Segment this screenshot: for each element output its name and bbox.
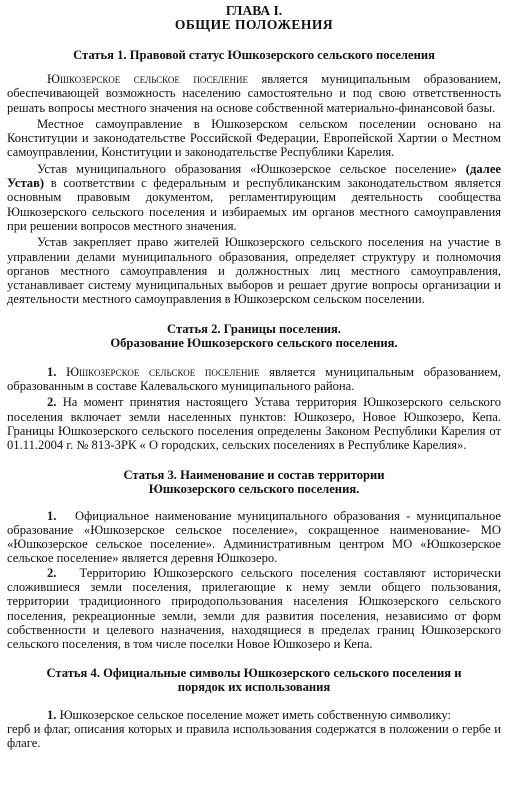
article-1-p1-lead: Юшкозерское сельское поселение [47, 72, 249, 86]
article-3-heading-line-2: Юшкозерского сельского поселения. [148, 481, 360, 496]
article-1-p3-bold: (далее Устав) [7, 161, 501, 191]
chapter-number: ГЛАВА I. [225, 3, 283, 18]
article-1-paragraph-2: Местное самоуправление в Юшкозерском сельском поселении основано на Конституции и законодательстве Российской Федерации, Европейской Хартии о Местном самоуправлении, Конституции и законодательстве Республики Карелия. [7, 116, 501, 160]
article-1-body [7, 72, 501, 307]
article-1-paragraph-1 [7, 72, 501, 115]
article-1-paragraph-3 [7, 162, 501, 233]
article-3-heading-line-1: Статья 3. Наименование и состав территории [123, 467, 385, 482]
article-2-p1-text: является муниципальным образованием, образованным в составе Калевальского муниципального района. [7, 364, 502, 394]
article-1-paragraph-4: Устав закрепляет право жителей Юшкозерского сельского поселения на участие в управлении делами муниципального образования, определяет структуру и полномочия органов местного самоуправления и должностных лиц местного самоуправления, устанавливает систему муниципальных выборов и решает другие вопросы организации и деятельности местного самоуправления в Юшкозерском сельском поселении. [7, 235, 501, 307]
article-1-p3-text-b: в соответствии с федеральным и республиканским законодательством является основным правовым документом, регламентирующим деятельность сообщества Юшкозерского сельского поселения и избираемых им органов местного самоуправления при решении вопросов местного значения. [7, 176, 501, 233]
article-3-body [7, 509, 501, 652]
article-3-paragraph-1 [7, 509, 501, 566]
article-4-p1-number: 1. [47, 707, 57, 722]
chapter-heading [7, 4, 501, 32]
article-4-heading-line-2: порядок их использования [177, 679, 331, 694]
article-4-heading-line-1: Статья 4. Официальные символы Юшкозерского сельского поселения и [46, 665, 462, 680]
article-4-paragraph-1 [7, 708, 501, 722]
article-1-heading: Статья 1. Правовой статус Юшкозерского сельского поселения [73, 48, 435, 62]
article-4-heading [7, 666, 501, 694]
article-3-paragraph-2 [7, 566, 501, 652]
article-4-body [7, 708, 501, 751]
article-2-p2-number: 2. [47, 395, 57, 410]
article-2-heading [7, 322, 501, 350]
article-2-p1-lead: Юшкозерское сельское поселение [66, 364, 260, 379]
article-2-body [7, 365, 501, 453]
article-3-p2-number: 2. [47, 565, 57, 580]
article-1-p3-text-a: Устав муниципального образования «Юшкозерское сельское поселение» [37, 161, 466, 176]
article-2-paragraph-2 [7, 395, 501, 452]
article-3-p1-text: Официальное наименование муниципального образования - муниципальное образование «Юшкозерское сельское поселение», сокращенное наименование- МО «Юшкозерское сельское поселение». Административным центром МО «Юшкозерское сельское поселение» является деревня Юшкозеро. [7, 508, 501, 566]
article-2-paragraph-1 [7, 365, 501, 394]
article-2-p1-number: 1. [47, 364, 57, 379]
article-1-p1-text: является муниципальным образованием, обеспечивающей возможность населению самостоятельно и под свою ответственность решать вопросы местного значения на основе собственной материально-финансовой базы. [7, 72, 502, 115]
article-2-p2-text: На момент принятия настоящего Устава территория Юшкозерского сельского поселения включает земли населенных пунктов: Юшкозеро, Новое Юшкозеро, Кепа. Границы Юшкозерского сельского поселения определены Законом Республики Карелия от 01.11.2004 г. № 813-ЗРК « О городских, сельских поселениях в Республике Карелия». [7, 395, 501, 453]
article-3-heading [7, 468, 501, 496]
article-3-p2-text: Территорию Юшкозерского сельского поселения составляют исторически сложившиеся земли поселения, прилегающие к нему земли общего пользования, территории традиционного природопользования населения Юшкозерского сельского поселения, рекреационные земли, земли для развития поселения, независимо от форм собственности и целевого назначения, находящиеся в пределах границ Юшкозерского сельского поселения, в том числе поселки Новое Юшкозеро и Кепа. [7, 565, 501, 652]
article-2-heading-line-2: Образование Юшкозерского сельского поселения. [110, 335, 398, 350]
article-4-paragraph-1-continued: герб и флаг, описания которых и правила использования содержатся в положении о гербе и флаге. [7, 721, 501, 751]
article-3-p1-number: 1. [47, 508, 57, 523]
article-2-heading-line-1: Статья 2. Границы поселения. [167, 321, 341, 336]
chapter-title: ОБЩИЕ ПОЛОЖЕНИЯ [174, 17, 334, 32]
article-4-p1-text: Юшкозерское сельское поселение может иметь собственную символику: [56, 707, 452, 722]
